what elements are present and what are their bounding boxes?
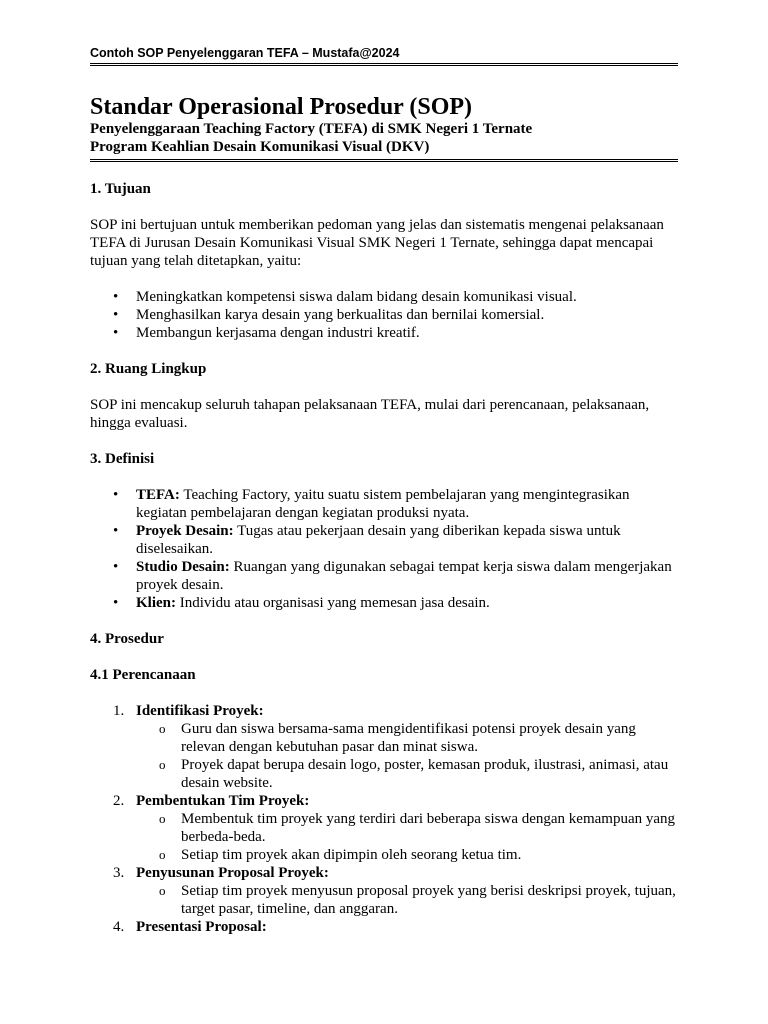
section-heading-definisi: 3. Definisi [90, 451, 155, 467]
document-subtitle-1: Penyelenggaraan Teaching Factory (TEFA) di SMK Negeri 1 Ternate [90, 121, 533, 137]
step-title: Presentasi Proposal: [136, 919, 267, 935]
sub-bullet-glyph: o [159, 811, 166, 826]
list-item: • Membangun kerjasama dengan industri kreatif. [113, 325, 420, 341]
step-item [113, 702, 678, 792]
bullet-glyph: • [113, 559, 119, 575]
sub-item: o Setiap tim proyek menyusun proposal proyek yang berisi deskripsi proyek, tujuan, target pasar, timeline, dan anggaran. [159, 883, 676, 917]
list-item: • Meningkatkan kompetensi siswa dalam bidang desain komunikasi visual. [113, 289, 577, 305]
definition-term: Proyek Desain: [136, 523, 234, 539]
subsection-heading-perencanaan: 4.1 Perencanaan [90, 667, 196, 683]
definition-term: Klien: [136, 595, 176, 611]
step-number: 3. [113, 865, 125, 881]
document-title: Standar Operasional Prosedur (SOP) [90, 94, 473, 120]
step-sub-list [136, 882, 678, 918]
definition-item [113, 594, 678, 612]
sub-item: o Guru dan siswa bersama-sama mengidentifikasi potensi proyek desain yang relevan dengan kebutuhan pasar dan minat siswa. [159, 721, 636, 755]
step-title: Identifikasi Proyek: [136, 703, 264, 719]
running-header: Contoh SOP Penyelenggaran TEFA – Mustafa@2024 [90, 46, 400, 60]
bullet-glyph: • [113, 523, 119, 539]
section-heading-ruang-lingkup: 2. Ruang Lingkup [90, 361, 207, 377]
step-number: 2. [113, 793, 125, 809]
step-item [113, 792, 678, 864]
header-rule [90, 63, 678, 66]
paragraph-ruang-lingkup: SOP ini mencakup seluruh tahapan pelaksanaan TEFA, mulai dari perencanaan, pelaksanaan, hingga evaluasi. [90, 397, 650, 431]
definition-text: Ruangan yang digunakan sebagai tempat kerja siswa dalam mengerjakan proyek desain. [136, 559, 672, 593]
sub-bullet-glyph: o [159, 847, 166, 862]
tujuan-bullet-list [90, 288, 678, 342]
bullet-glyph: • [113, 325, 119, 341]
definition-item [113, 558, 678, 594]
step-sub-list [136, 810, 678, 864]
definition-term: TEFA: [136, 487, 180, 503]
definition-item [113, 486, 678, 522]
sub-item: o Proyek dapat berupa desain logo, poster, kemasan produk, ilustrasi, animasi, atau desain website. [159, 757, 669, 791]
step-item [113, 864, 678, 918]
definisi-list [90, 486, 678, 612]
sub-bullet-glyph: o [159, 721, 166, 736]
document-subtitle-2: Program Keahlian Desain Komunikasi Visual (DKV) [90, 138, 430, 155]
step-number: 4. [113, 919, 125, 935]
definition-item [113, 522, 678, 558]
definition-text: Tugas atau pekerjaan desain yang diberikan kepada siswa untuk diselesaikan. [136, 523, 621, 557]
sub-bullet-glyph: o [159, 757, 166, 772]
perencanaan-steps [90, 702, 678, 936]
definition-term: Studio Desain: [136, 559, 230, 575]
step-title: Pembentukan Tim Proyek: [136, 793, 310, 809]
sub-bullet-glyph: o [159, 883, 166, 898]
step-number: 1. [113, 703, 125, 719]
paragraph-tujuan: SOP ini bertujuan untuk memberikan pedoman yang jelas dan sistematis mengenai pelaksanaan TEFA di Jurusan Desain Komunikasi Visual SMK Negeri 1 Ternate, sehingga dapat mencapai tujuan yang telah ditetapkan, yaitu: [90, 217, 664, 269]
definition-text: Individu atau organisasi yang memesan jasa desain. [179, 595, 490, 611]
bullet-glyph: • [113, 595, 119, 611]
bullet-glyph: • [113, 307, 119, 323]
section-heading-prosedur: 4. Prosedur [90, 631, 164, 647]
sub-item: o Membentuk tim proyek yang terdiri dari beberapa siswa dengan kemampuan yang berbeda-beda. [159, 811, 676, 845]
section-heading-tujuan: 1. Tujuan [90, 181, 151, 197]
list-item: • Menghasilkan karya desain yang berkualitas dan bernilai komersial. [113, 307, 545, 323]
step-title: Penyusunan Proposal Proyek: [136, 865, 329, 881]
bullet-glyph: • [113, 487, 119, 503]
bullet-glyph: • [113, 289, 119, 305]
sub-item: o Setiap tim proyek akan dipimpin oleh seorang ketua tim. [159, 847, 522, 863]
step-item [113, 918, 678, 936]
step-sub-list [136, 720, 678, 792]
definition-text: Teaching Factory, yaitu suatu sistem pembelajaran yang mengintegrasikan kegiatan pembelajaran dengan kegiatan produksi nyata. [136, 487, 630, 521]
